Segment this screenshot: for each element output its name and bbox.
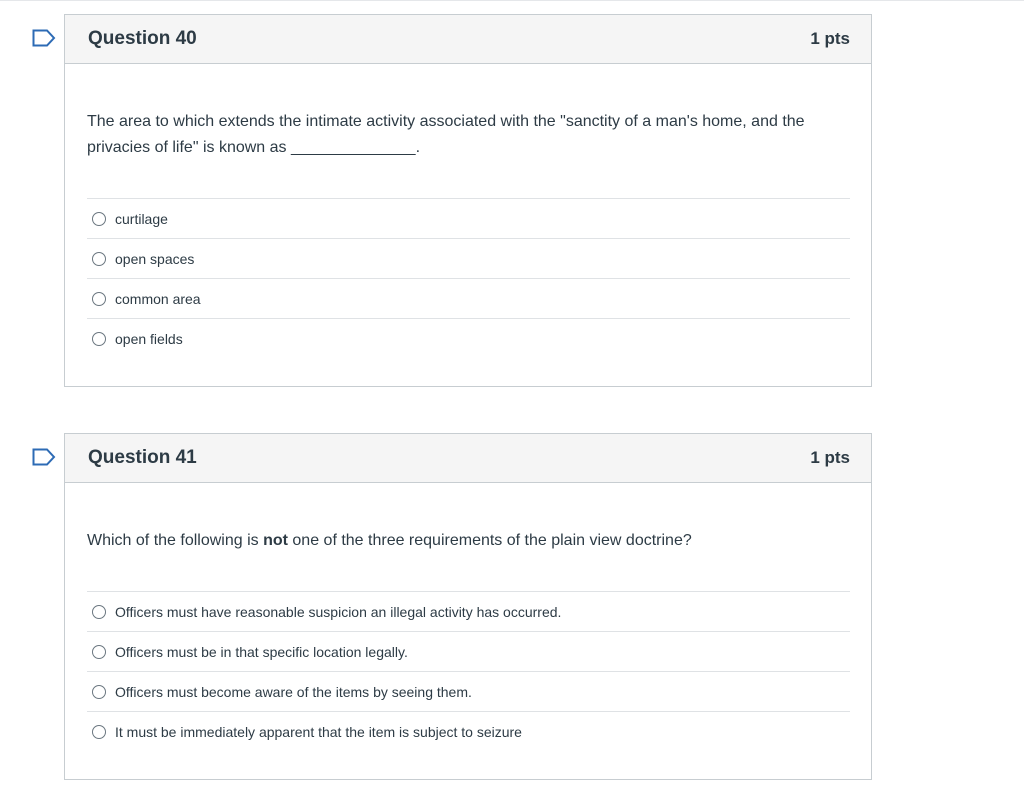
question-text-part: one of the three requirements of the plain view doctrine? <box>287 532 692 549</box>
answer-option[interactable] <box>87 672 850 712</box>
flag-question-icon[interactable] <box>32 29 56 47</box>
answer-label: Officers must have reasonable suspicion an illegal activity has occurred. <box>115 603 562 620</box>
answer-option[interactable] <box>87 279 850 319</box>
top-divider <box>0 0 1024 1</box>
answer-option[interactable] <box>87 712 850 752</box>
answer-label: It must be immediately apparent that the item is subject to seizure <box>115 724 522 740</box>
question-text <box>87 483 850 591</box>
question-points: 1 pts <box>810 448 850 467</box>
question-title: Question 40 <box>88 28 197 49</box>
answer-option[interactable] <box>87 592 850 632</box>
answer-label: curtilage <box>115 210 168 227</box>
answer-option[interactable] <box>87 239 850 279</box>
radio-unselected-icon[interactable] <box>92 645 106 659</box>
flag-question-icon[interactable] <box>32 448 56 466</box>
radio-unselected-icon[interactable] <box>92 292 106 306</box>
answer-option[interactable] <box>87 632 850 672</box>
radio-unselected-icon[interactable] <box>92 605 106 619</box>
answer-label: open spaces <box>115 250 195 267</box>
radio-unselected-icon[interactable] <box>92 252 106 266</box>
question-text-part: Which of the following is <box>87 532 264 549</box>
radio-unselected-icon[interactable] <box>92 332 106 346</box>
answer-label: open fields <box>115 331 183 347</box>
answer-label: Officers must become aware of the items by seeing them. <box>115 683 472 700</box>
answer-list <box>87 591 850 752</box>
question-text: The area to which extends the intimate activity associated with the "sanctity of a man's home, and the privacies of life" is known as ______________. <box>87 113 805 156</box>
question-title: Question 41 <box>88 447 197 468</box>
answer-option[interactable] <box>87 319 850 359</box>
question-points: 1 pts <box>810 29 850 48</box>
radio-unselected-icon[interactable] <box>92 725 106 739</box>
question-card-40 <box>64 14 872 387</box>
question-body <box>65 64 871 359</box>
question-card-41 <box>64 433 872 780</box>
radio-unselected-icon[interactable] <box>92 212 106 226</box>
answer-option[interactable] <box>87 199 850 239</box>
radio-unselected-icon[interactable] <box>92 685 106 699</box>
answer-label: Officers must be in that specific location legally. <box>115 643 408 660</box>
question-text-emphasis: not <box>263 532 288 549</box>
answer-label: common area <box>115 290 201 307</box>
question-body <box>65 483 871 752</box>
question-header <box>65 15 871 64</box>
answer-list <box>87 198 850 359</box>
question-header <box>65 434 871 483</box>
